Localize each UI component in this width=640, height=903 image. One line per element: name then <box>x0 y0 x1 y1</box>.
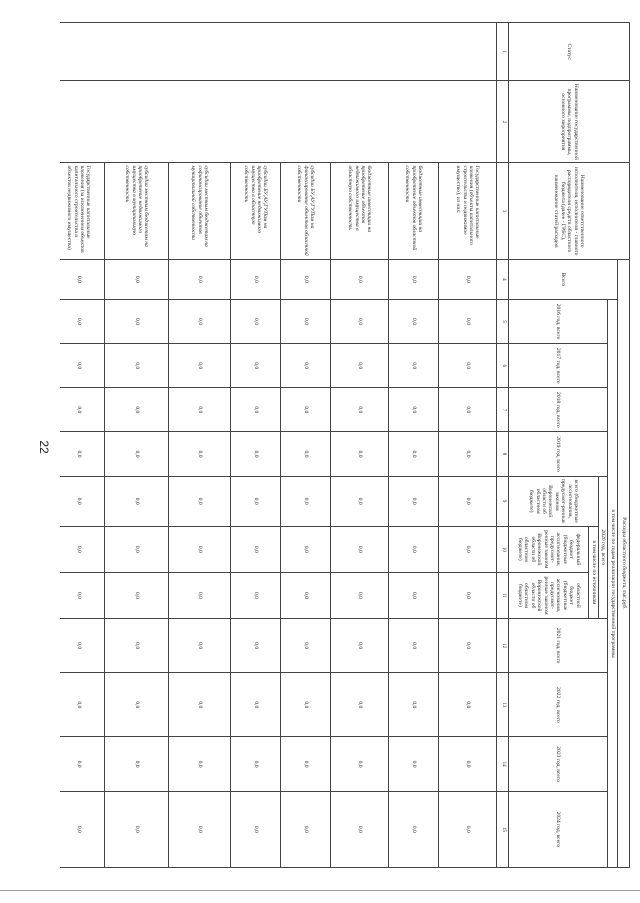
value-cell: 0,0 <box>169 619 231 673</box>
page-bottom-rule <box>0 890 640 891</box>
value-cell: 0,0 <box>439 526 497 572</box>
value-cell: 0,0 <box>60 572 105 618</box>
value-cell: 0,0 <box>60 737 105 791</box>
header-2020-total: 2020 год, всего <box>598 476 607 618</box>
value-cell: 0,0 <box>389 344 439 388</box>
col-number: 6 <box>497 344 509 388</box>
value-cell: 0,0 <box>389 388 439 432</box>
value-cell: 0,0 <box>281 737 331 791</box>
value-cell: 0,0 <box>105 476 169 526</box>
value-cell: 0,0 <box>281 526 331 572</box>
expense-label: субсидии БУ,АУ,ГУПам на приобретение недвижимого имущества в областную собственность <box>231 163 281 259</box>
value-cell: 0,0 <box>281 299 331 343</box>
header-by-sources: в том числе по источникам <box>589 526 598 618</box>
value-cell: 0,0 <box>439 388 497 432</box>
value-cell: 0,0 <box>169 299 231 343</box>
value-cell: 0,0 <box>60 259 105 299</box>
value-cell: 0,0 <box>439 673 497 737</box>
value-cell: 0,0 <box>169 344 231 388</box>
header-2022: 2022 год, всего <box>509 673 608 737</box>
expense-label: бюджетные инвестиции на приобретение объектов областной собственности <box>389 163 439 259</box>
col-number: 10 <box>497 526 509 572</box>
expense-label: Государственные капитальные вложения (за исключением объектов капитального строительства и объектов недвижимого имущества) <box>60 163 105 259</box>
col-number: 12 <box>497 619 509 673</box>
value-cell: 0,0 <box>169 572 231 618</box>
value-cell: 0,0 <box>169 791 231 867</box>
col-number: 13 <box>497 673 509 737</box>
header-total: Всего <box>509 259 618 299</box>
value-cell: 0,0 <box>105 344 169 388</box>
value-cell: 0,0 <box>231 791 281 867</box>
value-cell: 0,0 <box>281 388 331 432</box>
value-cell: 0,0 <box>231 737 281 791</box>
value-cell: 0,0 <box>281 619 331 673</box>
value-cell: 0,0 <box>439 259 497 299</box>
rotated-table-container <box>60 22 630 868</box>
value-cell: 0,0 <box>231 572 281 618</box>
value-cell: 0,0 <box>105 737 169 791</box>
expense-label: бюджетные инвестиции на приобретение объектов недвижимого имущества в областную собственность <box>331 163 389 259</box>
value-cell: 0,0 <box>169 259 231 299</box>
col-number: 9 <box>497 476 509 526</box>
col-number: 3 <box>497 163 509 259</box>
value-cell: 0,0 <box>389 673 439 737</box>
value-cell: 0,0 <box>331 259 389 299</box>
expense-label: субсидии БУ,АУ,ГУПам на финансирование объектов областной собственности <box>281 163 331 259</box>
header-regional: областной бюджет (бюджетные ассигнования, предусмот-ренные законом Воронежской области об областном бюджете) <box>509 572 589 618</box>
header-2017: 2017 год, всего <box>509 344 608 388</box>
value-cell: 0,0 <box>331 791 389 867</box>
value-cell: 0,0 <box>439 344 497 388</box>
value-cell: 0,0 <box>231 299 281 343</box>
value-cell: 0,0 <box>439 737 497 791</box>
col-number: 5 <box>497 299 509 343</box>
table-row <box>439 23 497 868</box>
value-cell: 0,0 <box>389 619 439 673</box>
value-cell: 0,0 <box>331 526 389 572</box>
value-cell: 0,0 <box>281 432 331 476</box>
value-cell: 0,0 <box>105 388 169 432</box>
status-cell <box>60 23 497 81</box>
value-cell: 0,0 <box>331 344 389 388</box>
header-2021: 2021 год, всего <box>509 619 608 673</box>
budget-table <box>60 22 630 868</box>
value-cell: 0,0 <box>389 572 439 618</box>
value-cell: 0,0 <box>439 299 497 343</box>
program-name-cell <box>60 81 497 163</box>
value-cell: 0,0 <box>169 673 231 737</box>
value-cell: 0,0 <box>331 737 389 791</box>
expense-label: субсидии местным бюджетам на софинансирование объектов муниципальной собственности <box>169 163 231 259</box>
value-cell: 0,0 <box>231 344 281 388</box>
value-cell: 0,0 <box>231 476 281 526</box>
value-cell: 0,0 <box>389 737 439 791</box>
value-cell: 0,0 <box>389 526 439 572</box>
expense-label: субсидии местным бюджетам на приобретение недвижимого имущества в муниципальную собственность <box>105 163 169 259</box>
value-cell: 0,0 <box>60 673 105 737</box>
rotated-page-wrapper <box>60 22 630 868</box>
value-cell: 0,0 <box>281 344 331 388</box>
value-cell: 0,0 <box>105 432 169 476</box>
value-cell: 0,0 <box>281 791 331 867</box>
value-cell: 0,0 <box>105 299 169 343</box>
value-cell: 0,0 <box>389 476 439 526</box>
value-cell: 0,0 <box>389 299 439 343</box>
value-cell: 0,0 <box>60 388 105 432</box>
header-federal: федеральный бюджет (бюджетные ассигнования, предусмот-ренные законом Воронежской области об областном бюджете) <box>509 526 589 572</box>
value-cell: 0,0 <box>389 259 439 299</box>
header-status: Статус <box>509 23 630 81</box>
value-cell: 0,0 <box>231 619 281 673</box>
value-cell: 0,0 <box>169 526 231 572</box>
col-number: 7 <box>497 388 509 432</box>
value-cell: 0,0 <box>439 432 497 476</box>
col-number: 2 <box>497 81 509 163</box>
header-2023: 2023 год, всего <box>509 737 608 791</box>
value-cell: 0,0 <box>60 299 105 343</box>
header-program-name: Наименование государственной программы, подпрограммы, основного мероприятия <box>509 81 630 163</box>
value-cell: 0,0 <box>60 476 105 526</box>
value-cell: 0,0 <box>331 476 389 526</box>
value-cell: 0,0 <box>60 526 105 572</box>
value-cell: 0,0 <box>281 572 331 618</box>
value-cell: 0,0 <box>169 432 231 476</box>
value-cell: 0,0 <box>60 432 105 476</box>
value-cell: 0,0 <box>105 259 169 299</box>
value-cell: 0,0 <box>231 259 281 299</box>
value-cell: 0,0 <box>331 299 389 343</box>
value-cell: 0,0 <box>331 432 389 476</box>
value-cell: 0,0 <box>389 791 439 867</box>
column-numbers-row <box>497 23 509 868</box>
value-cell: 0,0 <box>169 476 231 526</box>
col-number: 4 <box>497 259 509 299</box>
table-body <box>60 23 497 868</box>
value-cell: 0,0 <box>439 791 497 867</box>
value-cell: 0,0 <box>105 673 169 737</box>
value-cell: 0,0 <box>439 572 497 618</box>
value-cell: 0,0 <box>60 344 105 388</box>
header-2019: 2019 год, всего <box>509 432 608 476</box>
value-cell: 0,0 <box>231 673 281 737</box>
header-executor: Наименование ответственного исполнителя, исполнителя - главного распорядителя средств областного бюджета (далее - ГРБС), наименование статей расходов <box>509 163 630 259</box>
value-cell: 0,0 <box>105 526 169 572</box>
value-cell: 0,0 <box>331 572 389 618</box>
col-number: 1 <box>497 23 509 81</box>
col-number: 11 <box>497 572 509 618</box>
header-expenses: Расходы областного бюджета, тыс.руб. <box>618 259 630 867</box>
value-cell: 0,0 <box>60 791 105 867</box>
value-cell: 0,0 <box>281 259 331 299</box>
value-cell: 0,0 <box>331 673 389 737</box>
header-2018: 2018 год, всего <box>509 388 608 432</box>
col-number: 15 <box>497 791 509 867</box>
value-cell: 0,0 <box>60 619 105 673</box>
value-cell: 0,0 <box>105 791 169 867</box>
header-by-years: в том числе по годам реализации государственной программы <box>608 299 618 867</box>
value-cell: 0,0 <box>105 572 169 618</box>
value-cell: 0,0 <box>331 388 389 432</box>
value-cell: 0,0 <box>231 526 281 572</box>
value-cell: 0,0 <box>105 619 169 673</box>
header-2020-sub: всего (бюджетные ассигнования, предусмот-ренные законом Воронежской области об областном бюджете) <box>509 476 598 526</box>
page-number: 22 <box>37 440 51 454</box>
header-2016: 2016 год, всего <box>509 299 608 343</box>
value-cell: 0,0 <box>231 388 281 432</box>
value-cell: 0,0 <box>439 476 497 526</box>
value-cell: 0,0 <box>169 737 231 791</box>
expense-label: Государственные капитальные вложения (объекты капитального строительства и недвижимое имущество), из них: <box>439 163 497 259</box>
col-number: 8 <box>497 432 509 476</box>
value-cell: 0,0 <box>231 432 281 476</box>
value-cell: 0,0 <box>281 476 331 526</box>
value-cell: 0,0 <box>389 432 439 476</box>
value-cell: 0,0 <box>439 619 497 673</box>
header-2024: 2024 год, всего <box>509 791 608 867</box>
value-cell: 0,0 <box>331 619 389 673</box>
value-cell: 0,0 <box>169 388 231 432</box>
col-number: 14 <box>497 737 509 791</box>
value-cell: 0,0 <box>281 673 331 737</box>
